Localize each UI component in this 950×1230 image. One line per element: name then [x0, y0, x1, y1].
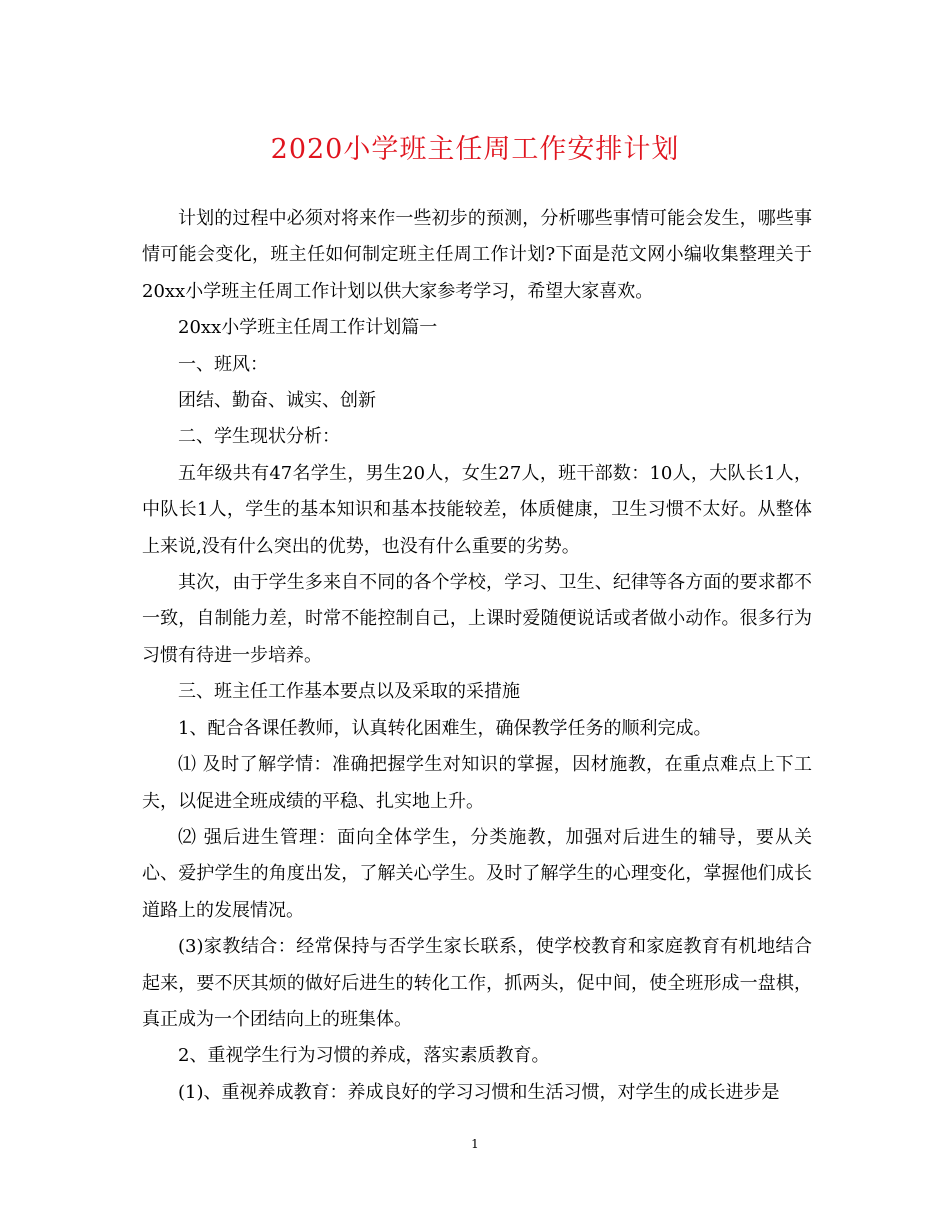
paragraph-key-points-heading: 三、班主任工作基本要点以及采取的采措施 [178, 681, 520, 703]
paragraph-class-style: 团结、勤奋、诚实、创新 [178, 390, 376, 412]
document-body [142, 201, 812, 1111]
paragraph-point-2: 2、重视学生行为习惯的养成，落实素质教育。 [178, 1045, 550, 1067]
paragraph-intro: 计划的过程中必须对将来作一些初步的预测，分析哪些事情可能会发生，哪些事情可能会变化，班主任如何制定班主任周工作计划?下面是范文网小编收集整理关于20xx小学班主任周工作计划以供大家参考学习，希望大家喜欢。 [142, 208, 812, 302]
page-number: 1 [471, 1137, 479, 1151]
paragraph-student-analysis: 五年级共有47名学生，男生20人，女生27人，班干部数：10人，大队长1人，中队长1人，学生的基本知识和基本技能较差，体质健康，卫生习惯不太好。从整体上来说,没有什么突出的优势，也没有什么重要的劣势。 [142, 462, 812, 557]
paragraph-class-style-heading: 一、班风： [178, 353, 268, 375]
paragraph-student-analysis-heading: 二、学生现状分析： [178, 426, 340, 448]
document-title: 2020小学班主任周工作安排计划 [270, 134, 680, 165]
paragraph-point-1-1: ⑴ 及时了解学情：准确把握学生对知识的掌握，因材施教，在重点难点上下工夫，以促进全班成绩的平稳、扎实地上升。 [142, 754, 812, 812]
paragraph-section-heading: 20xx小学班主任周工作计划篇一 [178, 317, 438, 339]
paragraph-point-2-1: (1)、重视养成教育：养成良好的学习习惯和生活习惯，对学生的成长进步是 [178, 1081, 780, 1103]
paragraph-point-1: 1、配合各课任教师，认真转化困难生，确保教学任务的顺利完成。 [178, 717, 712, 739]
paragraph-point-1-2: ⑵ 强后进生管理：面向全体学生，分类施教，加强对后进生的辅导，要从关心、爱护学生的角度出发，了解关心学生。及时了解学生的心理变化，掌握他们成长道路上的发展情况。 [142, 826, 812, 921]
paragraph-point-1-3: (3)家教结合：经常保持与否学生家长联系，使学校教育和家庭教育有机地结合起来，要不厌其烦的做好后进生的转化工作，抓两头，促中间，使全班形成一盘棋，真正成为一个团结向上的班集体。 [142, 936, 812, 1030]
paragraph-secondly: 其次，由于学生多来自不同的各个学校，学习、卫生、纪律等各方面的要求都不一致，自制能力差，时常不能控制自己，上课时爱随便说话或者做小动作。很多行为习惯有待进一步培养。 [142, 572, 812, 666]
